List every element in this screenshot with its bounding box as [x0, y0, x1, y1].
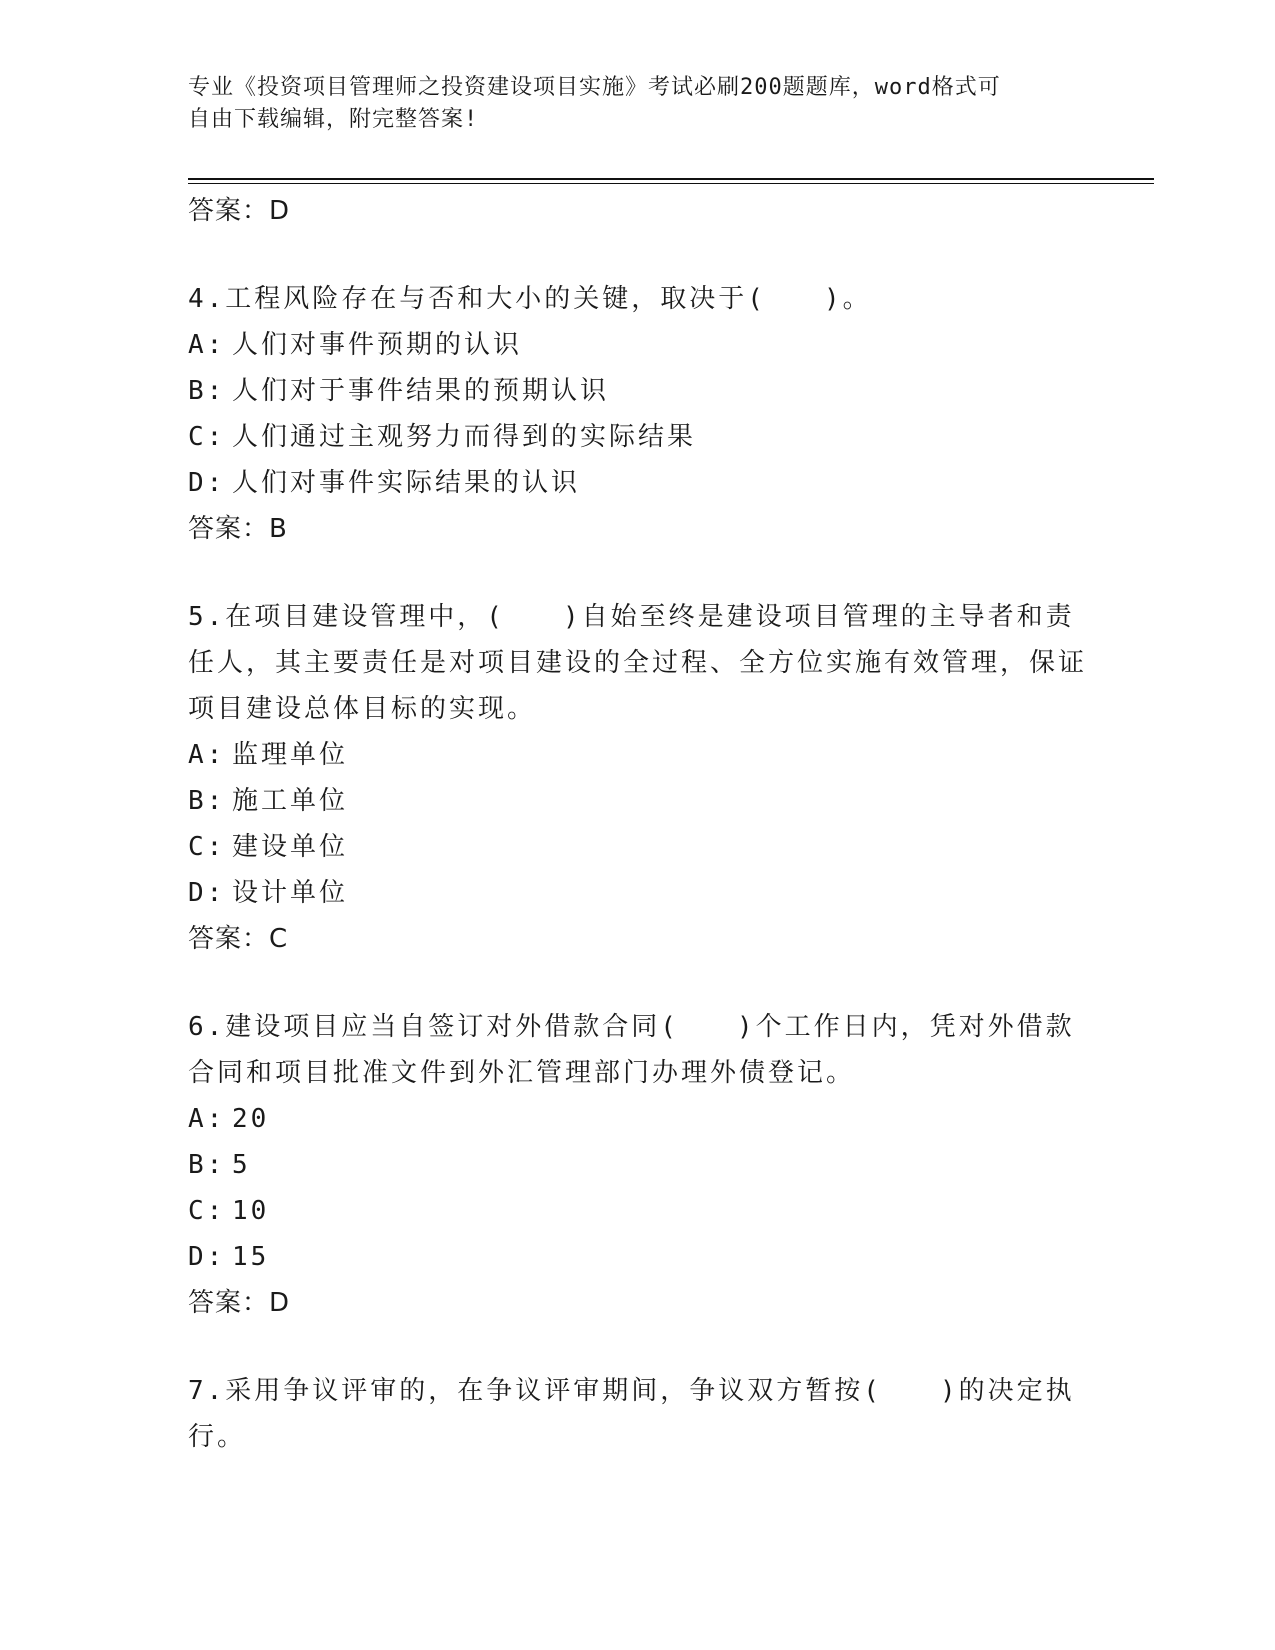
question-stem: 5.在项目建设管理中，( )自始至终是建设项目管理的主导者和责任人，其主要责任是对项目建设的全过程、全方位实施有效管理，保证项目建设总体目标的实现。	[188, 602, 1088, 724]
option-a	[188, 732, 1088, 778]
option-d	[188, 870, 1088, 916]
question-stem: 6.建设项目应当自签订对外借款合同( )个工作日内，凭对外借款合同和项目批准文件到外汇管理部门办理外债登记。	[188, 1012, 1075, 1088]
option-text: 施工单位	[232, 786, 349, 816]
option-c	[188, 824, 1088, 870]
option-text: 10	[232, 1196, 270, 1226]
option-text: 人们通过主观努力而得到的实际结果	[232, 422, 697, 452]
option-letter: A:	[188, 330, 226, 360]
question-item	[188, 594, 1088, 962]
answer-line: 答案：B	[188, 514, 288, 544]
option-text: 15	[232, 1242, 270, 1272]
option-text: 20	[232, 1104, 270, 1134]
question-stem: 4.工程风险存在与否和大小的关键，取决于( )。	[188, 284, 872, 314]
option-letter: C:	[188, 832, 226, 862]
option-letter: C:	[188, 422, 226, 452]
option-letter: A:	[188, 1104, 226, 1134]
document-header	[188, 72, 1078, 136]
option-text: 建设单位	[232, 832, 349, 862]
option-c	[188, 1188, 1088, 1234]
option-text: 人们对事件实际结果的认识	[232, 468, 581, 498]
option-letter: D:	[188, 878, 226, 908]
spacer	[188, 962, 1088, 1004]
option-letter: D:	[188, 468, 226, 498]
header-line-2: 自由下载编辑，附完整答案!	[188, 107, 479, 132]
option-letter: A:	[188, 740, 226, 770]
answer-line: 答案：D	[188, 1288, 291, 1318]
question-item	[188, 1004, 1088, 1326]
option-d	[188, 460, 1088, 506]
option-a	[188, 1096, 1088, 1142]
header-rule-thick	[188, 178, 1154, 180]
option-c	[188, 414, 1088, 460]
option-text: 设计单位	[232, 878, 349, 908]
question-stem: 7.采用争议评审的，在争议评审期间，争议双方暂按( )的决定执行。	[188, 1376, 1075, 1452]
option-letter: D:	[188, 1242, 226, 1272]
answer-line: 答案：D	[188, 196, 291, 226]
option-letter: C:	[188, 1196, 226, 1226]
option-letter: B:	[188, 376, 226, 406]
header-rule-thin	[188, 183, 1154, 184]
option-text: 人们对事件预期的认识	[232, 330, 523, 360]
question-item	[188, 1368, 1088, 1460]
spacer	[188, 234, 1088, 276]
option-text: 人们对于事件结果的预期认识	[232, 376, 610, 406]
option-text: 5	[232, 1150, 251, 1180]
question-list	[188, 188, 1088, 1460]
spacer	[188, 1326, 1088, 1368]
question-item	[188, 276, 1088, 552]
option-letter: B:	[188, 786, 226, 816]
option-b	[188, 778, 1088, 824]
option-text: 监理单位	[232, 740, 349, 770]
option-b	[188, 368, 1088, 414]
option-letter: B:	[188, 1150, 226, 1180]
option-b	[188, 1142, 1088, 1188]
header-line-1: 专业《投资项目管理师之投资建设项目实施》考试必刷200题题库，word格式可	[188, 75, 1001, 100]
answer-line: 答案：C	[188, 924, 289, 954]
option-d	[188, 1234, 1088, 1280]
spacer	[188, 552, 1088, 594]
option-a	[188, 322, 1088, 368]
